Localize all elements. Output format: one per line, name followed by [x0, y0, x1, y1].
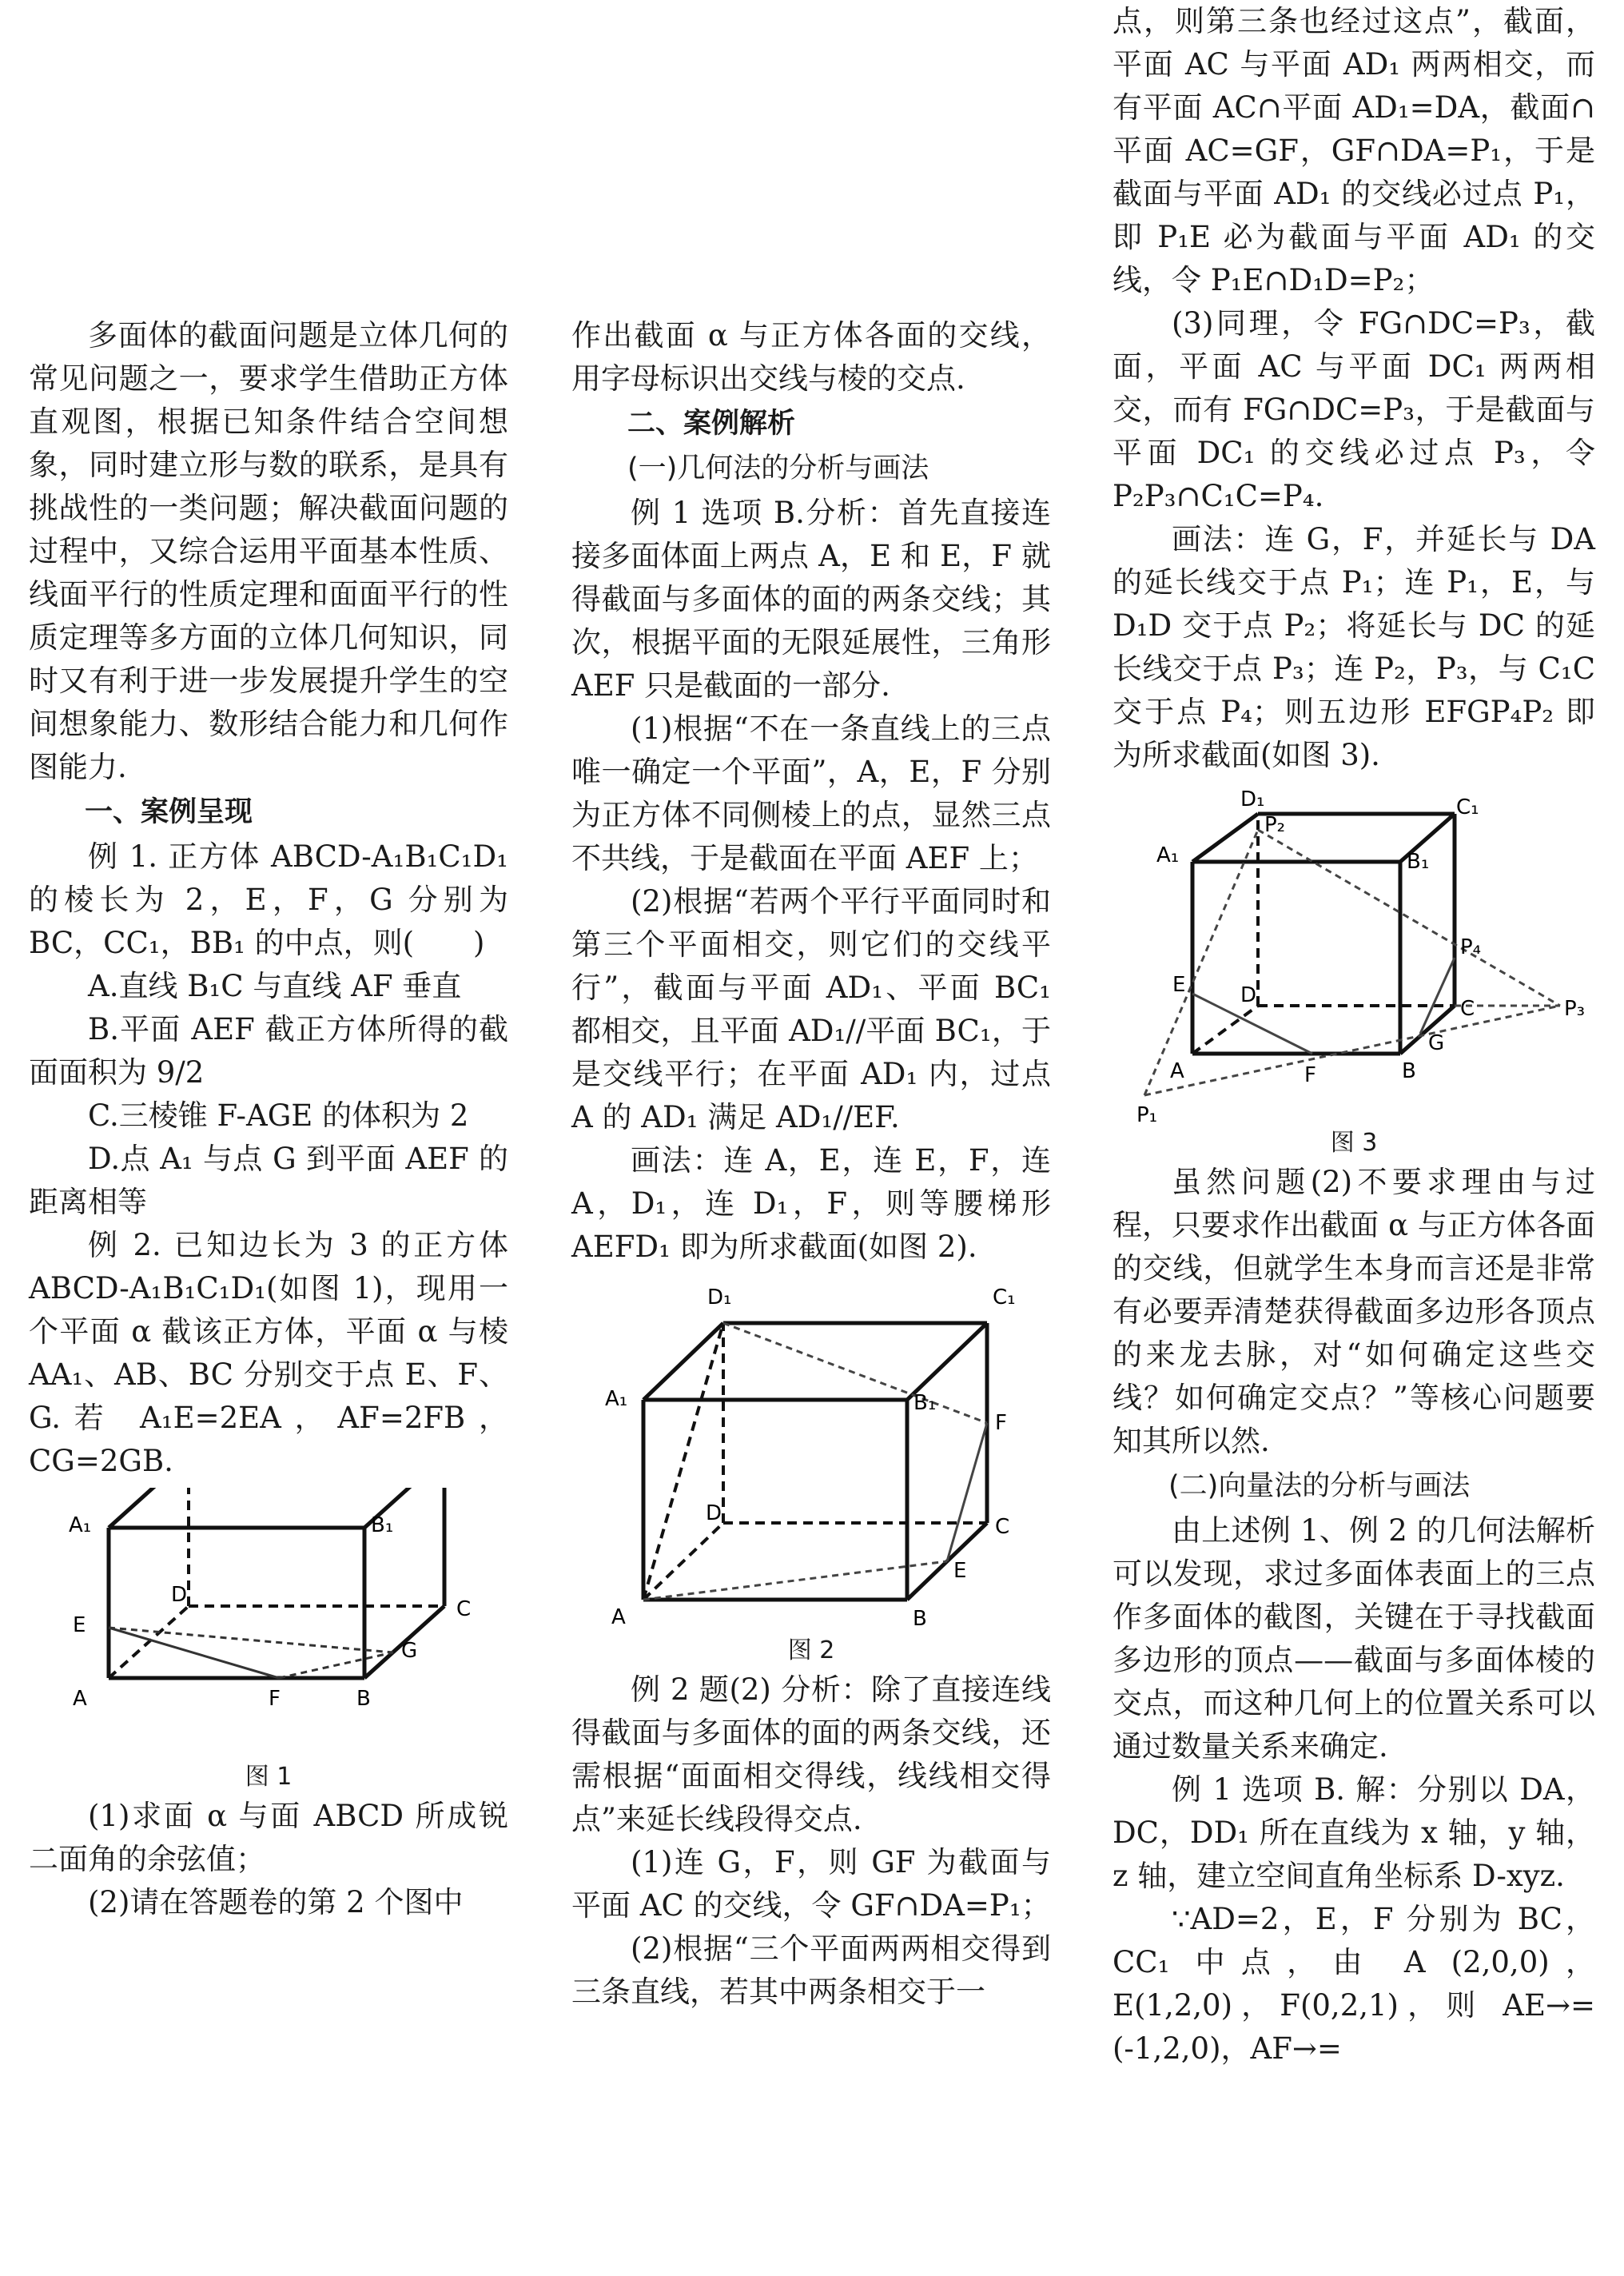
label-G: G [401, 1639, 418, 1663]
label-E: E [1172, 973, 1186, 997]
question-2-continued: 作出截面 α 与正方体各面的交线，用字母标识出交线与棱的交点. [571, 318, 1051, 396]
figure-3 [1113, 782, 1595, 1161]
step-2-continued: 点，则第三条也经过这点”，截面，平面 AC 与平面 AD₁ 两两相交，而有平面 AC∩平面 AD₁=DA，截面∩平面 AC=GF，GF∩DA=P₁，于是截面与平面 AD₁ 的交线必过点 P₁，即 P₁E 必为截面与平面 AD₁ 的交线，令 P₁E∩D₁D=P₂； [1113, 4, 1595, 297]
label-B1: B₁ [914, 1391, 937, 1415]
drawing-method-1: 画法：连 A，E，连 E，F，连 A，D₁，连 D₁，F，则等腰梯形 AEFD₁ 即为所求截面(如图 2). [571, 1143, 1051, 1264]
label-C: C [456, 1597, 472, 1621]
label-P1: P₁ [1136, 1103, 1158, 1126]
label-D: D [171, 1583, 188, 1607]
figure-1-caption: 图 1 [245, 1763, 293, 1791]
option-d: D.点 A₁ 与点 G 到平面 AEF 的距离相等 [29, 1142, 508, 1219]
label-F: F [269, 1687, 281, 1711]
label-D1: D₁ [707, 1285, 732, 1309]
step-2: (2)根据“三个平面两两相交得到三条直线，若其中两条相交于一 [571, 1931, 1051, 2009]
column-3 [1113, 0, 1595, 2071]
label-C: C [995, 1515, 1010, 1539]
vector-intro: 由上述例 1、例 2 的几何法解析可以发现，求过多面体表面上的三点作多面体的截图，关键在于寻找截面多边形的顶点——截面与多面体棱的交点，而这种几何上的位置关系可以通过数量关系来确定. [1113, 1513, 1595, 1764]
label-B: B [1402, 1059, 1416, 1083]
label-C1: C₁ [993, 1285, 1016, 1309]
label-D: D [706, 1501, 722, 1525]
label-E: E [73, 1613, 86, 1637]
label-F: F [1304, 1063, 1316, 1087]
analysis-paragraph-4: 例 2 题(2) 分析：除了直接连线得截面与多面体的面的两条交线，还需根据“面面相交得线，线线相交得点”来延长线段得交点. [571, 1672, 1051, 1836]
label-P3: P₃ [1564, 997, 1586, 1021]
label-B: B [356, 1687, 371, 1711]
label-D: D [1240, 983, 1257, 1007]
vector-solution-1: 例 1 选项 B. 解：分别以 DA，DC，DD₁ 所在直线为 x 轴，y 轴，z 轴，建立空间直角坐标系 D-xyz. [1113, 1772, 1595, 1893]
figure-2 [571, 1274, 1051, 1668]
analysis-paragraph-1: 例 1 选项 B.分析：首先直接连接多面体面上两点 A，E 和 E，F 就得截面与多面体的面的两条交线；其次，根据平面的无限延展性，三角形 AEF 只是截面的一部分. [571, 496, 1051, 703]
label-A: A [611, 1605, 626, 1629]
figure-2-caption: 图 2 [787, 1636, 835, 1664]
section-heading-2: 二、案例解析 [627, 408, 796, 440]
step-3: (3)同理，令 FG∩DC=P₃，截面，平面 AC 与平面 DC₁ 两两相交，而有 FG∩DC=P₃，于是截面与平面 DC₁ 的交线必过点 P₃，令 P₂P₃∩C₁C=P₄. [1113, 306, 1595, 513]
section-heading-1: 一、案例呈现 [85, 796, 253, 828]
example-2: 例 2. 已知边长为 3 的正方体 ABCD-A₁B₁C₁D₁(如图 1)，现用一个平面 α 截该正方体，平面 α 与棱 AA₁、AB、BC 分别交于点 E、F、G.若 A₁E=2EA，AF=2FB，CG=2GB. [29, 1228, 508, 1478]
step-1: (1)连 G，F，则 GF 为截面与平面 AC 的交线，令 GF∩DA=P₁； [571, 1845, 1051, 1923]
intro-paragraph: 多面体的截面问题是立体几何的常见问题之一，要求学生借助正方体直观图，根据已知条件结合空间想象，同时建立形与数的联系，是具有挑战性的一类问题；解决截面问题的过程中，又综合运用平面基本性质、线面平行的性质定理和面面平行的性质定理等多方面的立体几何知识，同时又有利于进一步发展提升学生的空间想象能力、数形结合能力和几何作图能力. [29, 318, 508, 784]
question-2: (2)请在答题卷的第 2 个图中 [88, 1885, 464, 1919]
vector-solution-2: ∵AD=2，E，F 分别为 BC，CC₁ 中点，由 A (2,0,0)，E(1,2,0)，F(0,2,1)，则 AE→=(-1,2,0)，AF→= [1113, 1902, 1595, 2066]
label-P4: P₄ [1460, 935, 1482, 959]
subsection-heading-1: (一)几何法的分析与画法 [627, 452, 929, 484]
label-A1: A₁ [605, 1387, 628, 1411]
column-2 [571, 314, 1051, 2014]
label-G: G [1428, 1031, 1445, 1055]
label-E: E [953, 1559, 967, 1583]
label-B1: B₁ [1407, 850, 1430, 874]
column-1 [29, 314, 508, 1924]
label-B: B [913, 1607, 927, 1631]
remark-paragraph: 虽然问题(2)不要求理由与过程，只要求作出截面 α 与正方体各面的交线，但就学生本身而言还是非常有必要弄清楚获得截面多边形各顶点的来龙去脉，对“如何确定这些交线？如何确定交点？”等核心问题要知其所以然. [1113, 1165, 1595, 1458]
analysis-paragraph-3: (2)根据“若两个平行平面同时和第三个平面相交，则它们的交线平行”，截面与平面 AD₁、平面 BC₁ 都相交，且平面 AD₁//平面 BC₁，于是交线平行；在平面 AD₁ 内，过点 A 的 AD₁ 满足 AD₁//EF. [571, 884, 1051, 1134]
label-F: F [995, 1411, 1007, 1435]
option-c: C.三棱锥 F-AGE 的体积为 2 [88, 1098, 469, 1133]
label-C: C [1460, 997, 1475, 1021]
question-1: (1)求面 α 与面 ABCD 所成锐二面角的余弦值； [29, 1799, 508, 1876]
label-A1: A₁ [69, 1513, 92, 1537]
figure-1 [29, 1488, 508, 1795]
option-a: A.直线 B₁C 与直线 AF 垂直 [88, 969, 462, 1003]
label-A: A [73, 1687, 87, 1711]
label-A1: A₁ [1156, 843, 1180, 867]
label-B1: B₁ [371, 1513, 394, 1537]
analysis-paragraph-2: (1)根据“不在一条直线上的三点唯一确定一个平面”，A，E，F 分别为正方体不同侧棱上的点，显然三点不共线，于是截面在平面 AEF 上； [571, 711, 1051, 875]
subsection-heading-2: (二)向量法的分析与画法 [1168, 1470, 1471, 1502]
label-A: A [1170, 1059, 1184, 1083]
drawing-method-2: 画法：连 G，F，并延长与 DA 的延长线交于点 P₁；连 P₁，E，与 D₁D 交于点 P₂；将延长与 DC 的延长线交于点 P₃；连 P₂，P₃，与 C₁C 交于点 P₄；则五边形 EFGP₄P₂ 即为所求截面(如图 3). [1113, 522, 1595, 772]
label-D1: D₁ [1240, 787, 1265, 811]
example-1: 例 1. 正方体 ABCD-A₁B₁C₁D₁ 的棱长为 2，E，F，G 分别为 BC，CC₁，BB₁ 的中点，则( ) [29, 839, 508, 960]
label-C1: C₁ [1456, 795, 1479, 819]
label-P2: P₂ [1264, 813, 1286, 837]
option-b: B.平面 AEF 截正方体所得的截面面积为 9/2 [29, 1012, 508, 1090]
figure-3-caption: 图 3 [1330, 1129, 1378, 1157]
